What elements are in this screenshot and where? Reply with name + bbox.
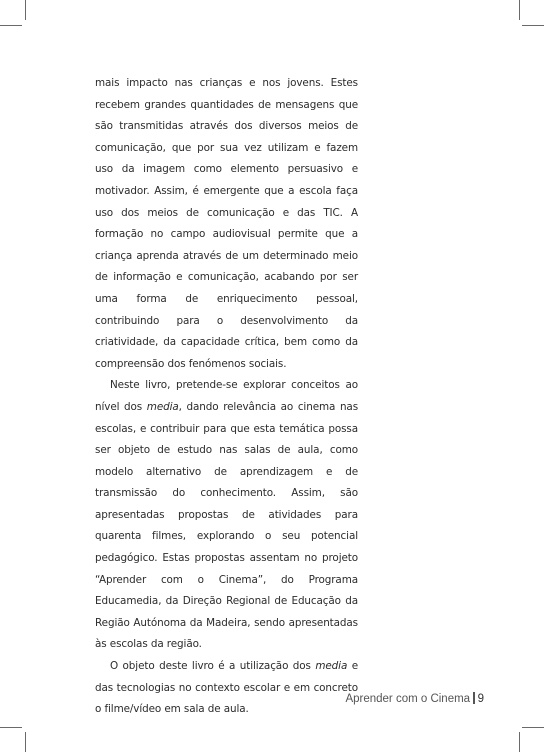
text-segment: , dando relevância ao cinema nas escolas, e contribuir para que esta temática possa ser objeto de estudo nas salas de aula, como modelo alternativo de aprendizagem e de transmissão do conhecimento. Assim, são apresentadas propostas de atividades para quarenta filmes, explorando o seu potencial pedagógico. Estas propostas assentam no projeto “Aprender com o Cinema”, do Programa Educamedia, da Direção Regional de Educação da Região Autónoma da Madeira, sendo apresentadas às escolas da região. xyxy=(95,400,359,651)
paragraph xyxy=(95,656,358,721)
text-segment: O objeto deste livro é a utilização dos xyxy=(110,660,316,673)
body-text xyxy=(95,73,358,721)
running-title: Aprender com o Cinema xyxy=(345,693,471,705)
crop-mark-bottom-left xyxy=(25,732,26,752)
italic-term: media xyxy=(146,400,179,413)
footer-separator xyxy=(473,692,475,704)
text-segment: mais impacto nas crianças e nos jovens. Estes recebem grandes quantidades de mensagens que são transmitidas através dos diversos meios de comunicação, que por sua vez utilizam e fazem uso da imagem como elemento persuasivo e motivador. Assim, é emergente que a escola faça uso dos meios de comunicação e das TIC. A formação no campo audiovisual permite que a criança aprenda através de um determinado meio de informação e comunicação, acabando por ser uma forma de enriquecimento pessoal, contribuindo para o desenvolvimento da criatividade, da capacidade crítica, bem como da compreensão dos fenómenos sociais. xyxy=(95,77,358,370)
page-number: 9 xyxy=(477,693,484,705)
crop-mark-bottom-right-horizontal xyxy=(522,727,544,728)
crop-mark-top-right xyxy=(519,0,520,20)
italic-term: media xyxy=(315,660,348,673)
paragraph xyxy=(95,375,358,656)
crop-mark-top-right-horizontal xyxy=(522,25,544,26)
text-segment: Neste livro, pretende-se explorar conceitos ao nível dos xyxy=(95,379,358,413)
crop-mark-bottom-right xyxy=(519,732,520,752)
crop-mark-bottom-left-horizontal xyxy=(0,727,22,728)
text-segment: e das tecnologias no contexto escolar e em concreto o filme/vídeo em sala de aula. xyxy=(95,660,358,716)
crop-mark-top-left xyxy=(25,0,26,20)
page-footer xyxy=(300,692,484,705)
paragraph xyxy=(95,73,358,375)
crop-mark-top-left-horizontal xyxy=(0,25,22,26)
